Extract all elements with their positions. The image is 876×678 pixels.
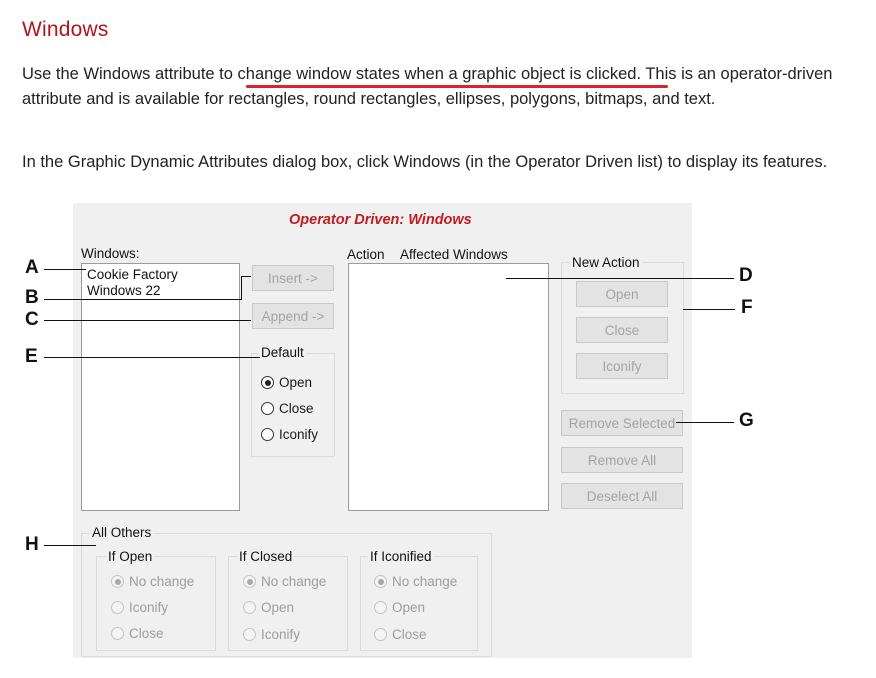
instruction-paragraph: In the Graphic Dynamic Attributes dialog box, click Windows (in the Operator Driven list) to display its features. <box>22 153 828 171</box>
if-open-no-change-radio[interactable] <box>111 574 194 589</box>
windows-label: Windows: <box>81 246 140 261</box>
radio-label: Iconify <box>279 427 319 442</box>
callout-b-leader-vertical <box>241 276 242 300</box>
radio-label: No change <box>392 574 458 589</box>
remove-selected-button[interactable]: Remove Selected <box>561 410 683 436</box>
radio-selected-icon <box>243 575 256 588</box>
new-action-title: New Action <box>572 255 640 270</box>
callout-f: F <box>741 297 753 318</box>
radio-label: Iconify <box>129 600 169 615</box>
callout-a: A <box>25 257 39 278</box>
dialog-title: Operator Driven: Windows <box>289 212 472 228</box>
default-open-radio[interactable] <box>261 375 312 390</box>
section-heading: Windows <box>22 18 109 41</box>
if-closed-no-change-radio[interactable] <box>243 574 326 589</box>
if-iconified-close-radio[interactable] <box>374 627 427 642</box>
intro-paragraph: Use the Windows attribute to change window states when a graphic object is clicked. This is an operator-driven attribute and is available for rectangles, round rectangles, ellipses, polygons, bitmaps, and text. <box>22 65 833 108</box>
list-item[interactable]: Cookie Factory <box>87 267 178 282</box>
radio-label: Close <box>129 626 164 641</box>
radio-selected-icon <box>111 575 124 588</box>
if-iconified-open-radio[interactable] <box>374 600 425 615</box>
new-action-open-button[interactable]: Open <box>576 281 668 307</box>
callout-c: C <box>25 309 39 330</box>
callout-d: D <box>739 265 753 286</box>
callout-g-leader <box>676 422 734 423</box>
callout-e-leader <box>44 357 260 358</box>
windows-listbox[interactable] <box>81 263 240 511</box>
default-group-title: Default <box>261 345 304 360</box>
list-item[interactable]: Windows 22 <box>87 283 161 298</box>
if-open-close-radio[interactable] <box>111 626 164 641</box>
radio-icon <box>111 601 124 614</box>
insert-button[interactable]: Insert -> <box>252 265 334 291</box>
radio-label: No change <box>129 574 195 589</box>
radio-label: Close <box>392 627 427 642</box>
all-others-title: All Others <box>92 525 152 540</box>
if-closed-title: If Closed <box>239 549 293 564</box>
callout-h-leader <box>44 545 96 546</box>
if-closed-iconify-radio[interactable] <box>243 627 300 642</box>
radio-label: No change <box>261 574 327 589</box>
radio-icon <box>243 628 256 641</box>
callout-c-leader <box>44 320 251 321</box>
callout-e: E <box>25 346 38 367</box>
radio-selected-icon <box>374 575 387 588</box>
radio-label: Close <box>279 401 314 416</box>
if-closed-open-radio[interactable] <box>243 600 294 615</box>
action-header: Action <box>347 247 385 262</box>
if-open-title: If Open <box>108 549 153 564</box>
radio-label: Open <box>261 600 295 615</box>
radio-label: Open <box>279 375 313 390</box>
if-iconified-title: If Iconified <box>370 549 432 564</box>
callout-b-leader-tip <box>241 276 251 277</box>
callout-h: H <box>25 534 39 555</box>
if-iconified-no-change-radio[interactable] <box>374 574 457 589</box>
radio-selected-icon <box>261 376 274 389</box>
radio-label: Open <box>392 600 426 615</box>
radio-icon <box>243 601 256 614</box>
radio-label: Iconify <box>261 627 301 642</box>
new-action-close-button[interactable]: Close <box>576 317 668 343</box>
callout-f-leader <box>683 309 735 310</box>
highlight-underline <box>246 85 668 88</box>
callout-b: B <box>25 287 39 308</box>
append-button[interactable]: Append -> <box>252 303 334 329</box>
remove-all-button[interactable]: Remove All <box>561 447 683 473</box>
default-close-radio[interactable] <box>261 401 314 416</box>
radio-icon <box>111 627 124 640</box>
affected-windows-listbox[interactable] <box>348 263 549 511</box>
callout-b-leader <box>44 299 241 300</box>
windows-dialog-screenshot <box>73 203 692 658</box>
callout-g: G <box>739 410 754 431</box>
radio-icon <box>374 601 387 614</box>
radio-icon <box>261 428 274 441</box>
deselect-all-button[interactable]: Deselect All <box>561 483 683 509</box>
new-action-iconify-button[interactable]: Iconify <box>576 353 668 379</box>
default-iconify-radio[interactable] <box>261 427 318 442</box>
radio-icon <box>261 402 274 415</box>
callout-a-leader <box>44 269 86 270</box>
affected-windows-header: Affected Windows <box>400 247 508 262</box>
if-open-iconify-radio[interactable] <box>111 600 168 615</box>
callout-d-leader <box>506 278 734 279</box>
radio-icon <box>374 628 387 641</box>
